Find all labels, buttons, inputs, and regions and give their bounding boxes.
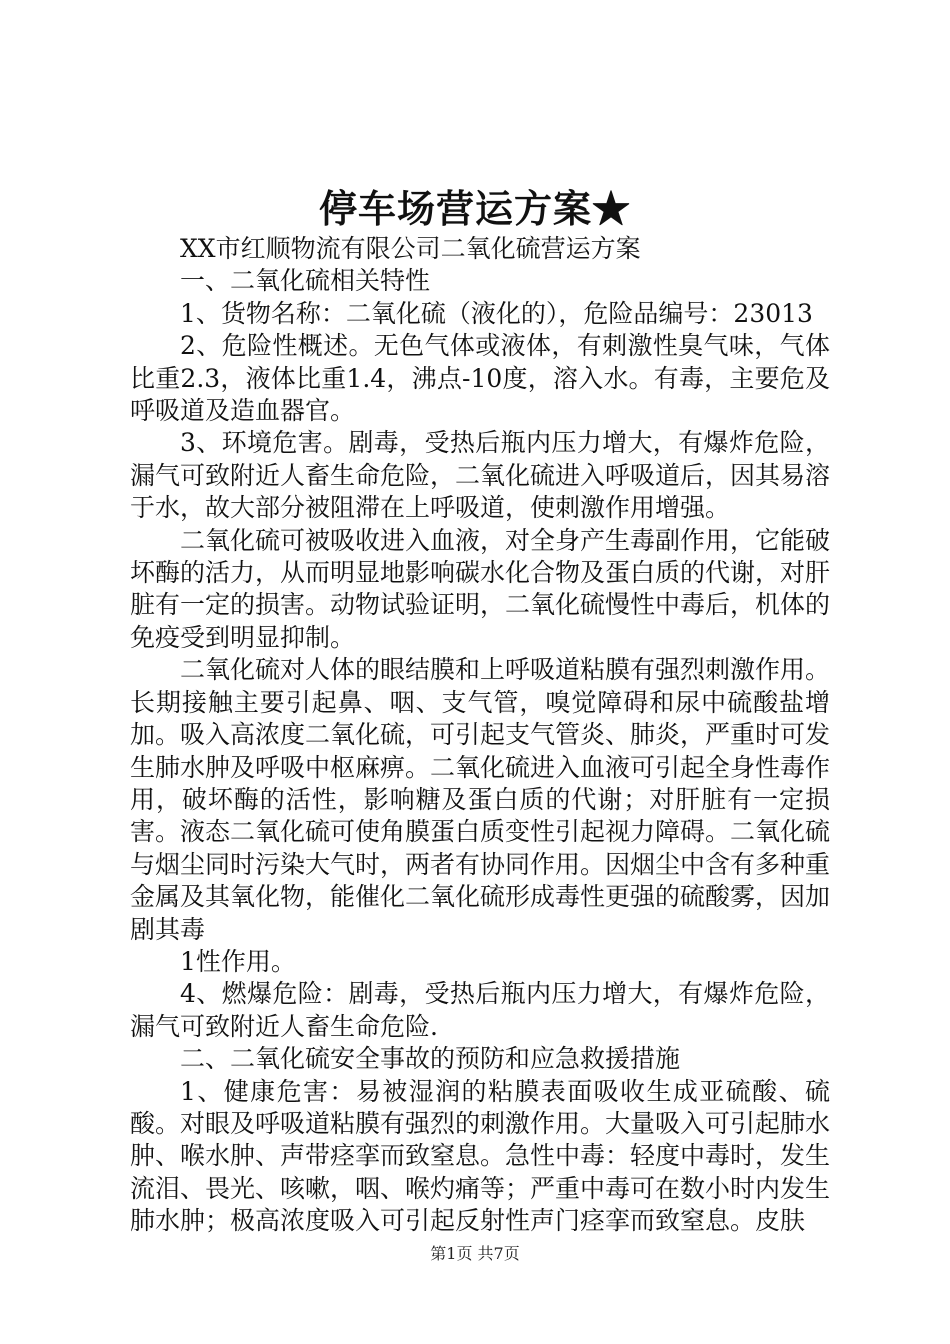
- paragraph-hazard-overview: 2、危险性概述。无色气体或液体，有刺激性臭气味，气体比重2.3，液体比重1.4，沸点-10度，溶入水。有毒，主要危及呼吸道及造血器官。: [130, 331, 830, 426]
- document-title: 停车场营运方案★: [318, 186, 631, 231]
- section-heading-prevention: 二、二氧化硫安全事故的预防和应急救援措施: [180, 1044, 681, 1074]
- paragraph-explosion-hazard: 4、燃爆危险：剧毒，受热后瓶内压力增大，有爆炸危险，漏气可致附近人畜生命危险.: [130, 979, 830, 1041]
- paragraph-blood-absorption: 二氧化硫可被吸收进入血液，对全身产生毒副作用，它能破坏酶的活力，从而明显地影响碳水化合物及蛋白质的代谢，对肝脏有一定的损害。动物试验证明，二氧化硫慢性中毒后，机体的免疫受到明显抑制。: [130, 525, 831, 652]
- document-body: [130, 233, 830, 1238]
- paragraph-health-hazard: 1、健康危害：易被湿润的粘膜表面吸收生成亚硫酸、硫酸。对眼及呼吸道粘膜有强烈的刺激作用。大量吸入可引起肺水肿、喉水肿、声带痉挛而致窒息。急性中毒：轻度中毒时，发生流泪、畏光、咳嗽，咽、喉灼痛等；严重中毒可在数小时内发生肺水肿；极高浓度吸入可引起反射性声门痉挛而致窒息。皮肤: [130, 1076, 831, 1236]
- paragraph-company-heading: XX市红顺物流有限公司二氧化硫营运方案: [180, 234, 641, 263]
- paragraph-environmental-hazard: 3、环境危害。剧毒，受热后瓶内压力增大，有爆炸危险，漏气可致附近人畜生命危险，二氧化硫进入呼吸道后，因其易溶于水，故大部分被阻滞在上呼吸道，使刺激作用增强。: [130, 428, 831, 523]
- paragraph-cargo-name: 1、货物名称：二氧化硫（液化的），危险品编号：23013: [180, 298, 813, 328]
- paragraph-continuation: 1性作用。: [180, 946, 296, 976]
- page-footer: 第1页 共7页: [430, 1244, 520, 1263]
- section-heading-properties: 一、二氧化硫相关特性: [180, 266, 431, 296]
- paragraph-respiratory-effects: 二氧化硫对人体的眼结膜和上呼吸道粘膜有强烈刺激作用。长期接触主要引起鼻、咽、支气管，嗅觉障碍和尿中硫酸盐增加。吸入高浓度二氧化硫，可引起支气管炎、肺炎，严重时可发生肺水肿及呼吸中枢麻痹。二氧化硫进入血液可引起全身性毒作用，破坏酶的活性，影响糖及蛋白质的代谢；对肝脏有一定损害。液态二氧化硫可使角膜蛋白质变性引起视力障碍。二氧化硫与烟尘同时污染大气时，两者有协同作用。因烟尘中含有多种重金属及其氧化物，能催化二氧化硫形成毒性更强的硫酸雾，因加剧其毒: [130, 655, 831, 944]
